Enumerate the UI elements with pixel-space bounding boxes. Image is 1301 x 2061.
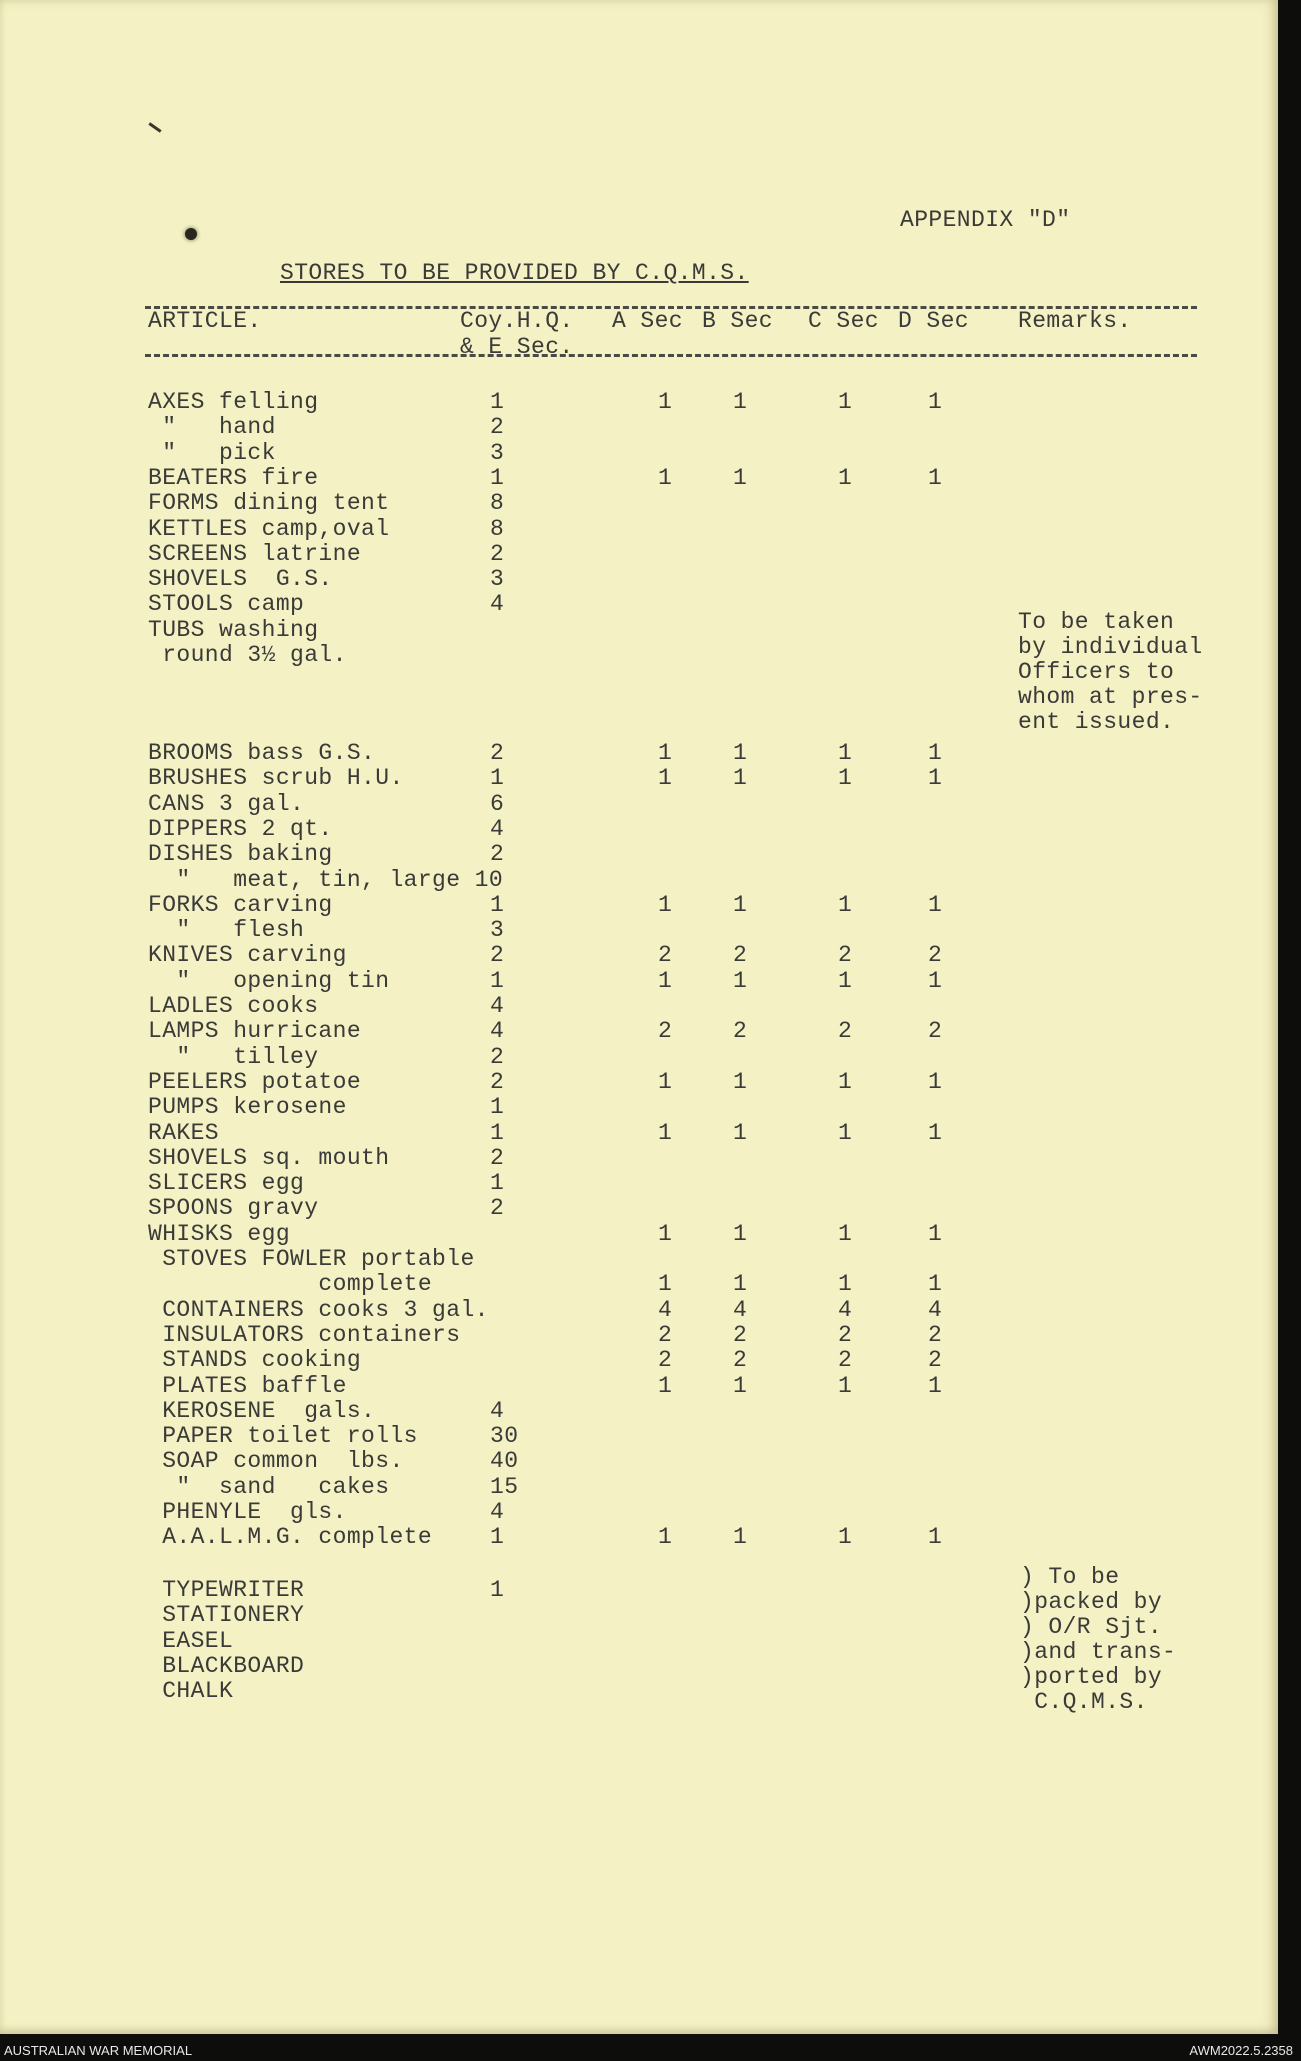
table-row <box>0 1146 1278 1171</box>
d-sec-cell: 1 <box>928 1119 943 1146</box>
table-row <box>0 943 1278 968</box>
article-cell: SLICERS egg <box>148 1170 305 1197</box>
table-row <box>0 415 1278 440</box>
b-sec-cell: 1 <box>733 389 748 415</box>
hq-cell: 4 <box>490 1499 505 1525</box>
article-cell: SHOVELS G.S. <box>148 566 333 593</box>
c-sec-cell: 1 <box>838 740 853 766</box>
article-cell: TUBS washing <box>148 616 319 643</box>
b-sec-cell: 1 <box>733 1372 748 1399</box>
a-sec-cell: 1 <box>658 464 673 491</box>
col-c: C Sec <box>808 308 880 334</box>
article-cell: CANS 3 gal. <box>148 790 305 817</box>
hq-cell: 2 <box>490 1068 505 1095</box>
article-cell: SCREENS latrine <box>148 540 362 567</box>
a-sec-cell: 2 <box>658 1018 673 1045</box>
b-sec-cell: 1 <box>733 740 748 766</box>
article-cell: FORKS carving <box>148 891 333 918</box>
a-sec-cell: 2 <box>658 942 673 969</box>
table-row <box>0 1323 1278 1348</box>
remarks-tubs <box>1018 610 1203 735</box>
a-sec-cell: 1 <box>658 1372 673 1399</box>
scan-edge <box>1278 0 1301 2034</box>
d-sec-cell: 1 <box>928 1372 943 1399</box>
table-row <box>0 1298 1278 1323</box>
c-sec-cell: 1 <box>838 1220 853 1247</box>
remarks-typewriter <box>1020 1565 1176 1715</box>
d-sec-cell: 1 <box>928 389 943 415</box>
col-article: ARTICLE. <box>148 308 262 334</box>
article-cell: complete <box>148 1271 433 1298</box>
b-sec-cell: 1 <box>733 967 748 994</box>
article-cell: LAMPS hurricane <box>148 1018 362 1045</box>
table-row <box>0 1525 1278 1550</box>
hq-cell: 4 <box>490 815 505 842</box>
remark-line: ) To be <box>1020 1564 1120 1590</box>
table-row <box>0 517 1278 542</box>
hq-cell: 8 <box>490 515 505 542</box>
article-cell: DISHES baking <box>148 841 333 868</box>
article-cell: STOOLS camp <box>148 591 305 618</box>
table-row <box>0 817 1278 842</box>
document-title: STORES TO BE PROVIDED BY C.Q.M.S. <box>280 260 749 286</box>
article-cell: BRUSHES scrub H.U. <box>148 765 404 792</box>
col-remarks: Remarks. <box>1018 308 1132 334</box>
col-d: D Sec <box>898 308 970 334</box>
hq-cell: 1 <box>490 464 505 491</box>
table-row <box>0 1019 1278 1044</box>
col-hq-line1: Coy.H.Q. <box>460 308 574 334</box>
col-hq-line2: & E Sec. <box>460 334 574 360</box>
hq-cell: 8 <box>490 490 505 517</box>
col-a: A Sec <box>612 308 684 334</box>
article-cell: KETTLES camp,oval <box>148 515 390 542</box>
a-sec-cell: 1 <box>658 765 673 792</box>
table-row <box>0 1475 1278 1500</box>
table-row <box>0 868 1278 893</box>
table-row <box>0 1500 1278 1525</box>
hq-cell: 2 <box>490 942 505 969</box>
d-sec-cell: 4 <box>928 1296 943 1323</box>
table-row <box>0 969 1278 994</box>
table-row <box>0 918 1278 943</box>
footer-institution: AUSTRALIAN WAR MEMORIAL <box>4 2043 193 2058</box>
a-sec-cell: 1 <box>658 1220 673 1247</box>
b-sec-cell: 1 <box>733 765 748 792</box>
article-cell: LADLES cooks <box>148 993 319 1019</box>
table-row <box>0 1121 1278 1146</box>
article-cell: DIPPERS 2 qt. <box>148 815 333 842</box>
hq-cell: 2 <box>490 1043 505 1070</box>
b-sec-cell: 1 <box>733 1220 748 1247</box>
remark-line: whom at pres- <box>1018 684 1203 710</box>
table-row <box>0 1424 1278 1449</box>
a-sec-cell: 1 <box>658 1119 673 1146</box>
article-cell: PEELERS potatoe <box>148 1068 362 1095</box>
b-sec-cell: 2 <box>733 1347 748 1374</box>
article-cell: KNIVES carving <box>148 942 347 969</box>
remark-line: by individual <box>1018 634 1203 660</box>
table-row <box>0 1095 1278 1120</box>
c-sec-cell: 1 <box>838 967 853 994</box>
c-sec-cell: 1 <box>838 891 853 918</box>
d-sec-cell: 1 <box>928 1068 943 1095</box>
table-row <box>0 1171 1278 1196</box>
hq-cell: 4 <box>490 1018 505 1045</box>
article-cell: SPOONS gravy <box>148 1195 319 1222</box>
article-cell: SHOVELS sq. mouth <box>148 1144 390 1171</box>
d-sec-cell: 2 <box>928 1347 943 1374</box>
d-sec-cell: 2 <box>928 942 943 969</box>
table-row <box>0 1272 1278 1297</box>
article-cell: PUMPS kerosene <box>148 1094 347 1121</box>
remark-line: )ported by <box>1020 1664 1163 1690</box>
table-row <box>0 792 1278 817</box>
article-cell: PAPER toilet rolls <box>148 1423 418 1450</box>
article-cell: " meat, tin, large 10 <box>148 866 504 893</box>
table-row <box>0 994 1278 1019</box>
a-sec-cell: 2 <box>658 1347 673 1374</box>
a-sec-cell: 1 <box>658 1524 673 1551</box>
table-row <box>0 1348 1278 1373</box>
d-sec-cell: 2 <box>928 1321 943 1348</box>
a-sec-cell: 1 <box>658 891 673 918</box>
c-sec-cell: 1 <box>838 765 853 792</box>
c-sec-cell: 1 <box>838 1524 853 1551</box>
remark-line: To be taken <box>1018 609 1175 635</box>
table-row <box>0 1247 1278 1272</box>
b-sec-cell: 2 <box>733 1321 748 1348</box>
b-sec-cell: 1 <box>733 891 748 918</box>
remark-line: ent issued. <box>1018 709 1175 735</box>
article-cell: INSULATORS containers <box>148 1321 461 1348</box>
b-sec-cell: 4 <box>733 1296 748 1323</box>
article-cell: CHALK <box>148 1678 234 1705</box>
article-cell: PLATES baffle <box>148 1372 347 1399</box>
b-sec-cell: 1 <box>733 1271 748 1298</box>
hq-cell: 3 <box>490 439 505 466</box>
article-cell: STANDS cooking <box>148 1347 362 1374</box>
table-row <box>0 842 1278 867</box>
hq-cell: 2 <box>490 540 505 567</box>
hq-cell: 2 <box>490 1195 505 1222</box>
d-sec-cell: 2 <box>928 1018 943 1045</box>
d-sec-cell: 1 <box>928 1220 943 1247</box>
a-sec-cell: 1 <box>658 389 673 415</box>
c-sec-cell: 2 <box>838 1321 853 1348</box>
article-cell: STOVES FOWLER portable <box>148 1246 475 1272</box>
table-row <box>0 1399 1278 1424</box>
table-row <box>0 567 1278 592</box>
b-sec-cell: 2 <box>733 942 748 969</box>
article-cell: FORMS dining tent <box>148 490 390 517</box>
c-sec-cell: 1 <box>838 1271 853 1298</box>
table-row <box>0 741 1278 766</box>
table-row <box>0 542 1278 567</box>
table-row <box>0 1449 1278 1474</box>
hq-cell: 1 <box>490 1119 505 1146</box>
remark-line: Officers to <box>1018 659 1175 685</box>
hq-cell: 1 <box>490 967 505 994</box>
d-sec-cell: 1 <box>928 1524 943 1551</box>
a-sec-cell: 1 <box>658 1068 673 1095</box>
a-sec-cell: 1 <box>658 740 673 766</box>
article-cell: AXES felling <box>148 389 319 415</box>
hq-cell: 4 <box>490 993 505 1019</box>
archive-footer <box>0 2034 1301 2061</box>
b-sec-cell: 1 <box>733 464 748 491</box>
table-row <box>0 1222 1278 1247</box>
article-cell: RAKES <box>148 1119 220 1146</box>
remark-line: )packed by <box>1020 1589 1163 1615</box>
hq-cell: 1 <box>490 765 505 792</box>
hq-cell: 1 <box>490 891 505 918</box>
col-b: B Sec <box>702 308 774 334</box>
a-sec-cell: 1 <box>658 1271 673 1298</box>
d-sec-cell: 1 <box>928 891 943 918</box>
c-sec-cell: 1 <box>838 1372 853 1399</box>
hq-cell: 1 <box>490 1524 505 1551</box>
article-cell: BEATERS fire <box>148 464 319 491</box>
c-sec-cell: 1 <box>838 464 853 491</box>
table-row <box>0 766 1278 791</box>
hq-cell: 40 <box>490 1448 519 1475</box>
hq-cell: 3 <box>490 566 505 593</box>
d-sec-cell: 1 <box>928 765 943 792</box>
hq-cell: 2 <box>490 414 505 441</box>
b-sec-cell: 2 <box>733 1018 748 1045</box>
hq-cell: 2 <box>490 1144 505 1171</box>
hq-cell: 2 <box>490 841 505 868</box>
article-cell: SOAP common lbs. <box>148 1448 404 1475</box>
article-cell: STATIONERY <box>148 1602 305 1629</box>
article-cell: WHISKS egg <box>148 1220 291 1247</box>
hq-cell: 3 <box>490 917 505 944</box>
article-cell: " opening tin <box>148 967 390 994</box>
table-row <box>0 893 1278 918</box>
hq-cell: 1 <box>490 389 505 415</box>
hq-cell: 1 <box>490 1094 505 1121</box>
article-cell: round 3½ gal. <box>148 642 347 668</box>
hq-cell: 4 <box>490 591 505 618</box>
c-sec-cell: 2 <box>838 1347 853 1374</box>
b-sec-cell: 1 <box>733 1119 748 1146</box>
punch-hole <box>185 228 197 240</box>
article-cell: EASEL <box>148 1627 234 1654</box>
table-row <box>0 1196 1278 1221</box>
table-row <box>0 1045 1278 1070</box>
table-row <box>0 491 1278 516</box>
article-cell: BROOMS bass G.S. <box>148 740 376 766</box>
hq-cell: 1 <box>490 1577 505 1603</box>
article-cell: CONTAINERS cooks 3 gal. <box>148 1296 489 1323</box>
remark-line: ) O/R Sjt. <box>1020 1614 1163 1640</box>
hq-cell: 1 <box>490 1170 505 1197</box>
appendix-label: APPENDIX "D" <box>900 207 1071 233</box>
article-cell: " sand cakes <box>148 1473 390 1500</box>
table-row <box>0 441 1278 466</box>
header-rule-bottom <box>145 354 1197 357</box>
table-row <box>0 1070 1278 1095</box>
article-cell: " pick <box>148 439 276 466</box>
remark-line: C.Q.M.S. <box>1020 1689 1148 1715</box>
hq-cell: 2 <box>490 740 505 766</box>
c-sec-cell: 4 <box>838 1296 853 1323</box>
article-cell: TYPEWRITER <box>148 1577 305 1603</box>
article-cell: BLACKBOARD <box>148 1652 305 1679</box>
a-sec-cell: 1 <box>658 967 673 994</box>
a-sec-cell: 2 <box>658 1321 673 1348</box>
hq-cell: 6 <box>490 790 505 817</box>
hq-cell: 30 <box>490 1423 519 1450</box>
a-sec-cell: 4 <box>658 1296 673 1323</box>
d-sec-cell: 1 <box>928 1271 943 1298</box>
article-cell: " flesh <box>148 917 305 944</box>
c-sec-cell: 2 <box>838 942 853 969</box>
hq-cell: 15 <box>490 1473 519 1500</box>
footer-reference: AWM2022.5.2358 <box>1189 2043 1293 2058</box>
b-sec-cell: 1 <box>733 1068 748 1095</box>
c-sec-cell: 1 <box>838 1119 853 1146</box>
article-cell: " tilley <box>148 1043 319 1070</box>
hq-cell: 4 <box>490 1397 505 1424</box>
c-sec-cell: 1 <box>838 1068 853 1095</box>
d-sec-cell: 1 <box>928 464 943 491</box>
c-sec-cell: 1 <box>838 389 853 415</box>
b-sec-cell: 1 <box>733 1524 748 1551</box>
remark-line: )and trans- <box>1020 1639 1177 1665</box>
d-sec-cell: 1 <box>928 740 943 766</box>
c-sec-cell: 2 <box>838 1018 853 1045</box>
article-cell: PHENYLE gls. <box>148 1499 347 1525</box>
table-row <box>0 390 1278 415</box>
article-cell: " hand <box>148 414 276 441</box>
d-sec-cell: 1 <box>928 967 943 994</box>
pencil-mark <box>148 122 161 132</box>
table-row <box>0 1374 1278 1399</box>
table-row <box>0 466 1278 491</box>
article-cell: A.A.L.M.G. complete <box>148 1524 433 1551</box>
article-cell: KEROSENE gals. <box>148 1397 376 1424</box>
